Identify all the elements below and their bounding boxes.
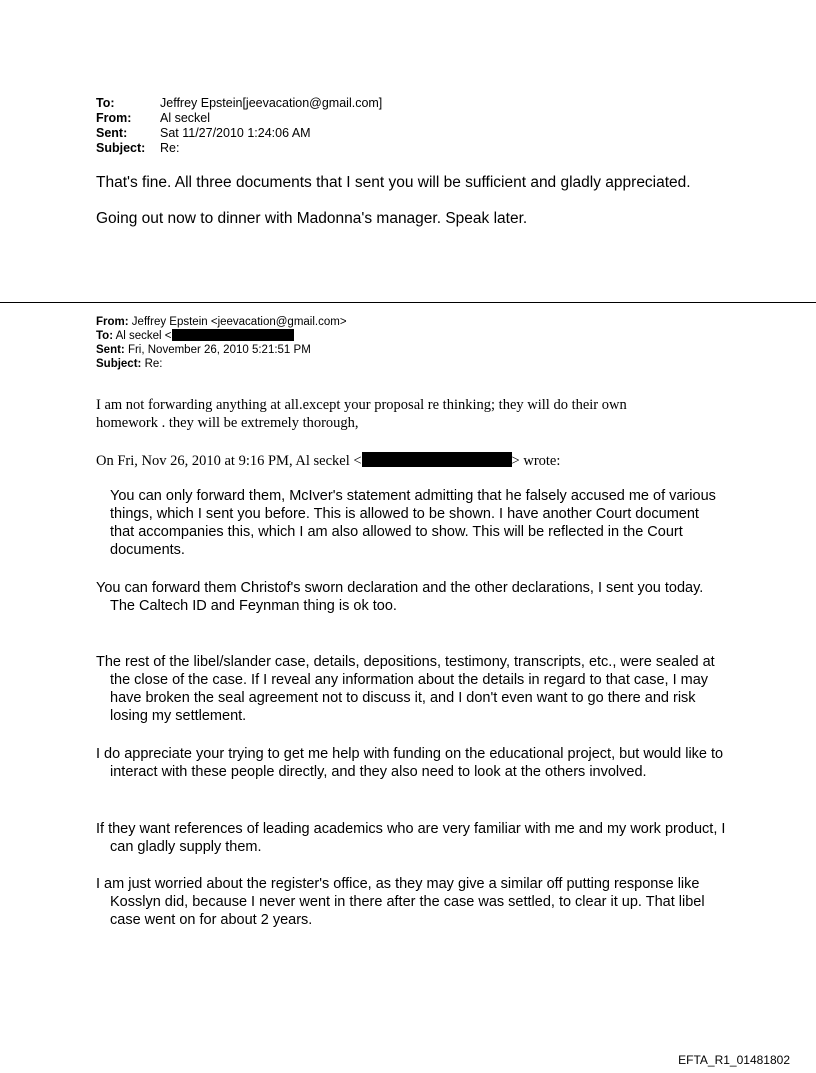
- to-row: [96, 96, 382, 111]
- redaction-bar: [172, 329, 294, 341]
- sent-value: Sat 11/27/2010 1:24:06 AM: [160, 126, 311, 140]
- quoted-paragraph-4: I do appreciate your trying to get me help with funding on the educational project, but would like to interact with these people directly, and they also need to look at the others involved.: [96, 746, 724, 780]
- quoted-header: [96, 315, 347, 371]
- quoted-paragraph-2: You can forward them Christof's sworn declaration and the other declarations, I sent you today. The Caltech ID and Feynman thing is ok too.: [96, 580, 704, 614]
- subject-value: Re:: [160, 141, 180, 155]
- quoted-sent-value: Fri, November 26, 2010 5:21:51 PM: [127, 344, 311, 356]
- to-value: Jeffrey Epstein[jeevacation@gmail.com]: [160, 96, 383, 110]
- reply-line-2: homework . they will be extremely thorough,: [96, 415, 359, 431]
- email-body-line-2: Going out now to dinner with Madonna's manager. Speak later.: [96, 210, 528, 227]
- sent-label: Sent:: [96, 126, 128, 140]
- reply-text: [96, 396, 627, 432]
- quoted-sent-label: Sent:: [96, 344, 125, 356]
- quoted-to-value: Al seckel <: [115, 330, 172, 342]
- reply-line-1: I am not forwarding anything at all.except your proposal re thinking; they will do their own: [96, 397, 627, 413]
- attribution-prefix: On Fri, Nov 26, 2010 at 9:16 PM, Al seckel <: [96, 453, 362, 469]
- subject-row: [96, 141, 382, 156]
- quoted-subject-label: Subject:: [96, 358, 142, 370]
- to-label: To:: [96, 96, 115, 110]
- document-id: EFTA_R1_01481802: [678, 1053, 790, 1067]
- quoted-from-label: From:: [96, 316, 129, 328]
- subject-label: Subject:: [96, 141, 146, 155]
- quoted-paragraph-5: If they want references of leading academics who are very familiar with me and my work product, I can gladly supply them.: [96, 821, 726, 855]
- quoted-paragraph-3: The rest of the libel/slander case, details, depositions, testimony, transcripts, etc., were sealed at the close of the case. If I reveal any information about the details in regard to that case, I may have broken the seal agreement not to discuss it, and I don't even want to go there and risk losing my settlement.: [96, 654, 715, 724]
- attribution-suffix: > wrote:: [511, 453, 561, 469]
- from-value: Al seckel: [160, 111, 211, 125]
- sent-row: [96, 126, 382, 141]
- quoted-sent-row: [96, 343, 347, 357]
- quoted-paragraph-6: I am just worried about the register's office, as they may give a similar off putting response like Kosslyn did, because I never went in there after the case was settled, to clear it up. That libel case went on for about 2 years.: [96, 876, 705, 928]
- quoted-paragraph-1: You can only forward them, McIver's statement admitting that he falsely accused me of various things, which I sent you before. This is allowed to be shown. I have another Court document that accompanies this, which I am also allowed to show. This will be reflected in the Court documents.: [110, 488, 716, 558]
- divider: [0, 302, 816, 303]
- attribution-line: [96, 452, 560, 470]
- quoted-to-row: [96, 329, 347, 343]
- quoted-from-row: [96, 315, 347, 329]
- quoted-subject-row: [96, 357, 347, 371]
- quoted-subject-value: Re:: [144, 358, 163, 370]
- quoted-to-label: To:: [96, 330, 114, 342]
- quoted-from-value: Jeffrey Epstein <jeevacation@gmail.com>: [131, 316, 347, 328]
- email-header: [96, 96, 382, 156]
- from-row: [96, 111, 382, 126]
- redaction-bar: [362, 452, 512, 467]
- from-label: From:: [96, 111, 132, 125]
- email-body-line-1: That's fine. All three documents that I sent you will be sufficient and gladly appreciated.: [96, 174, 691, 191]
